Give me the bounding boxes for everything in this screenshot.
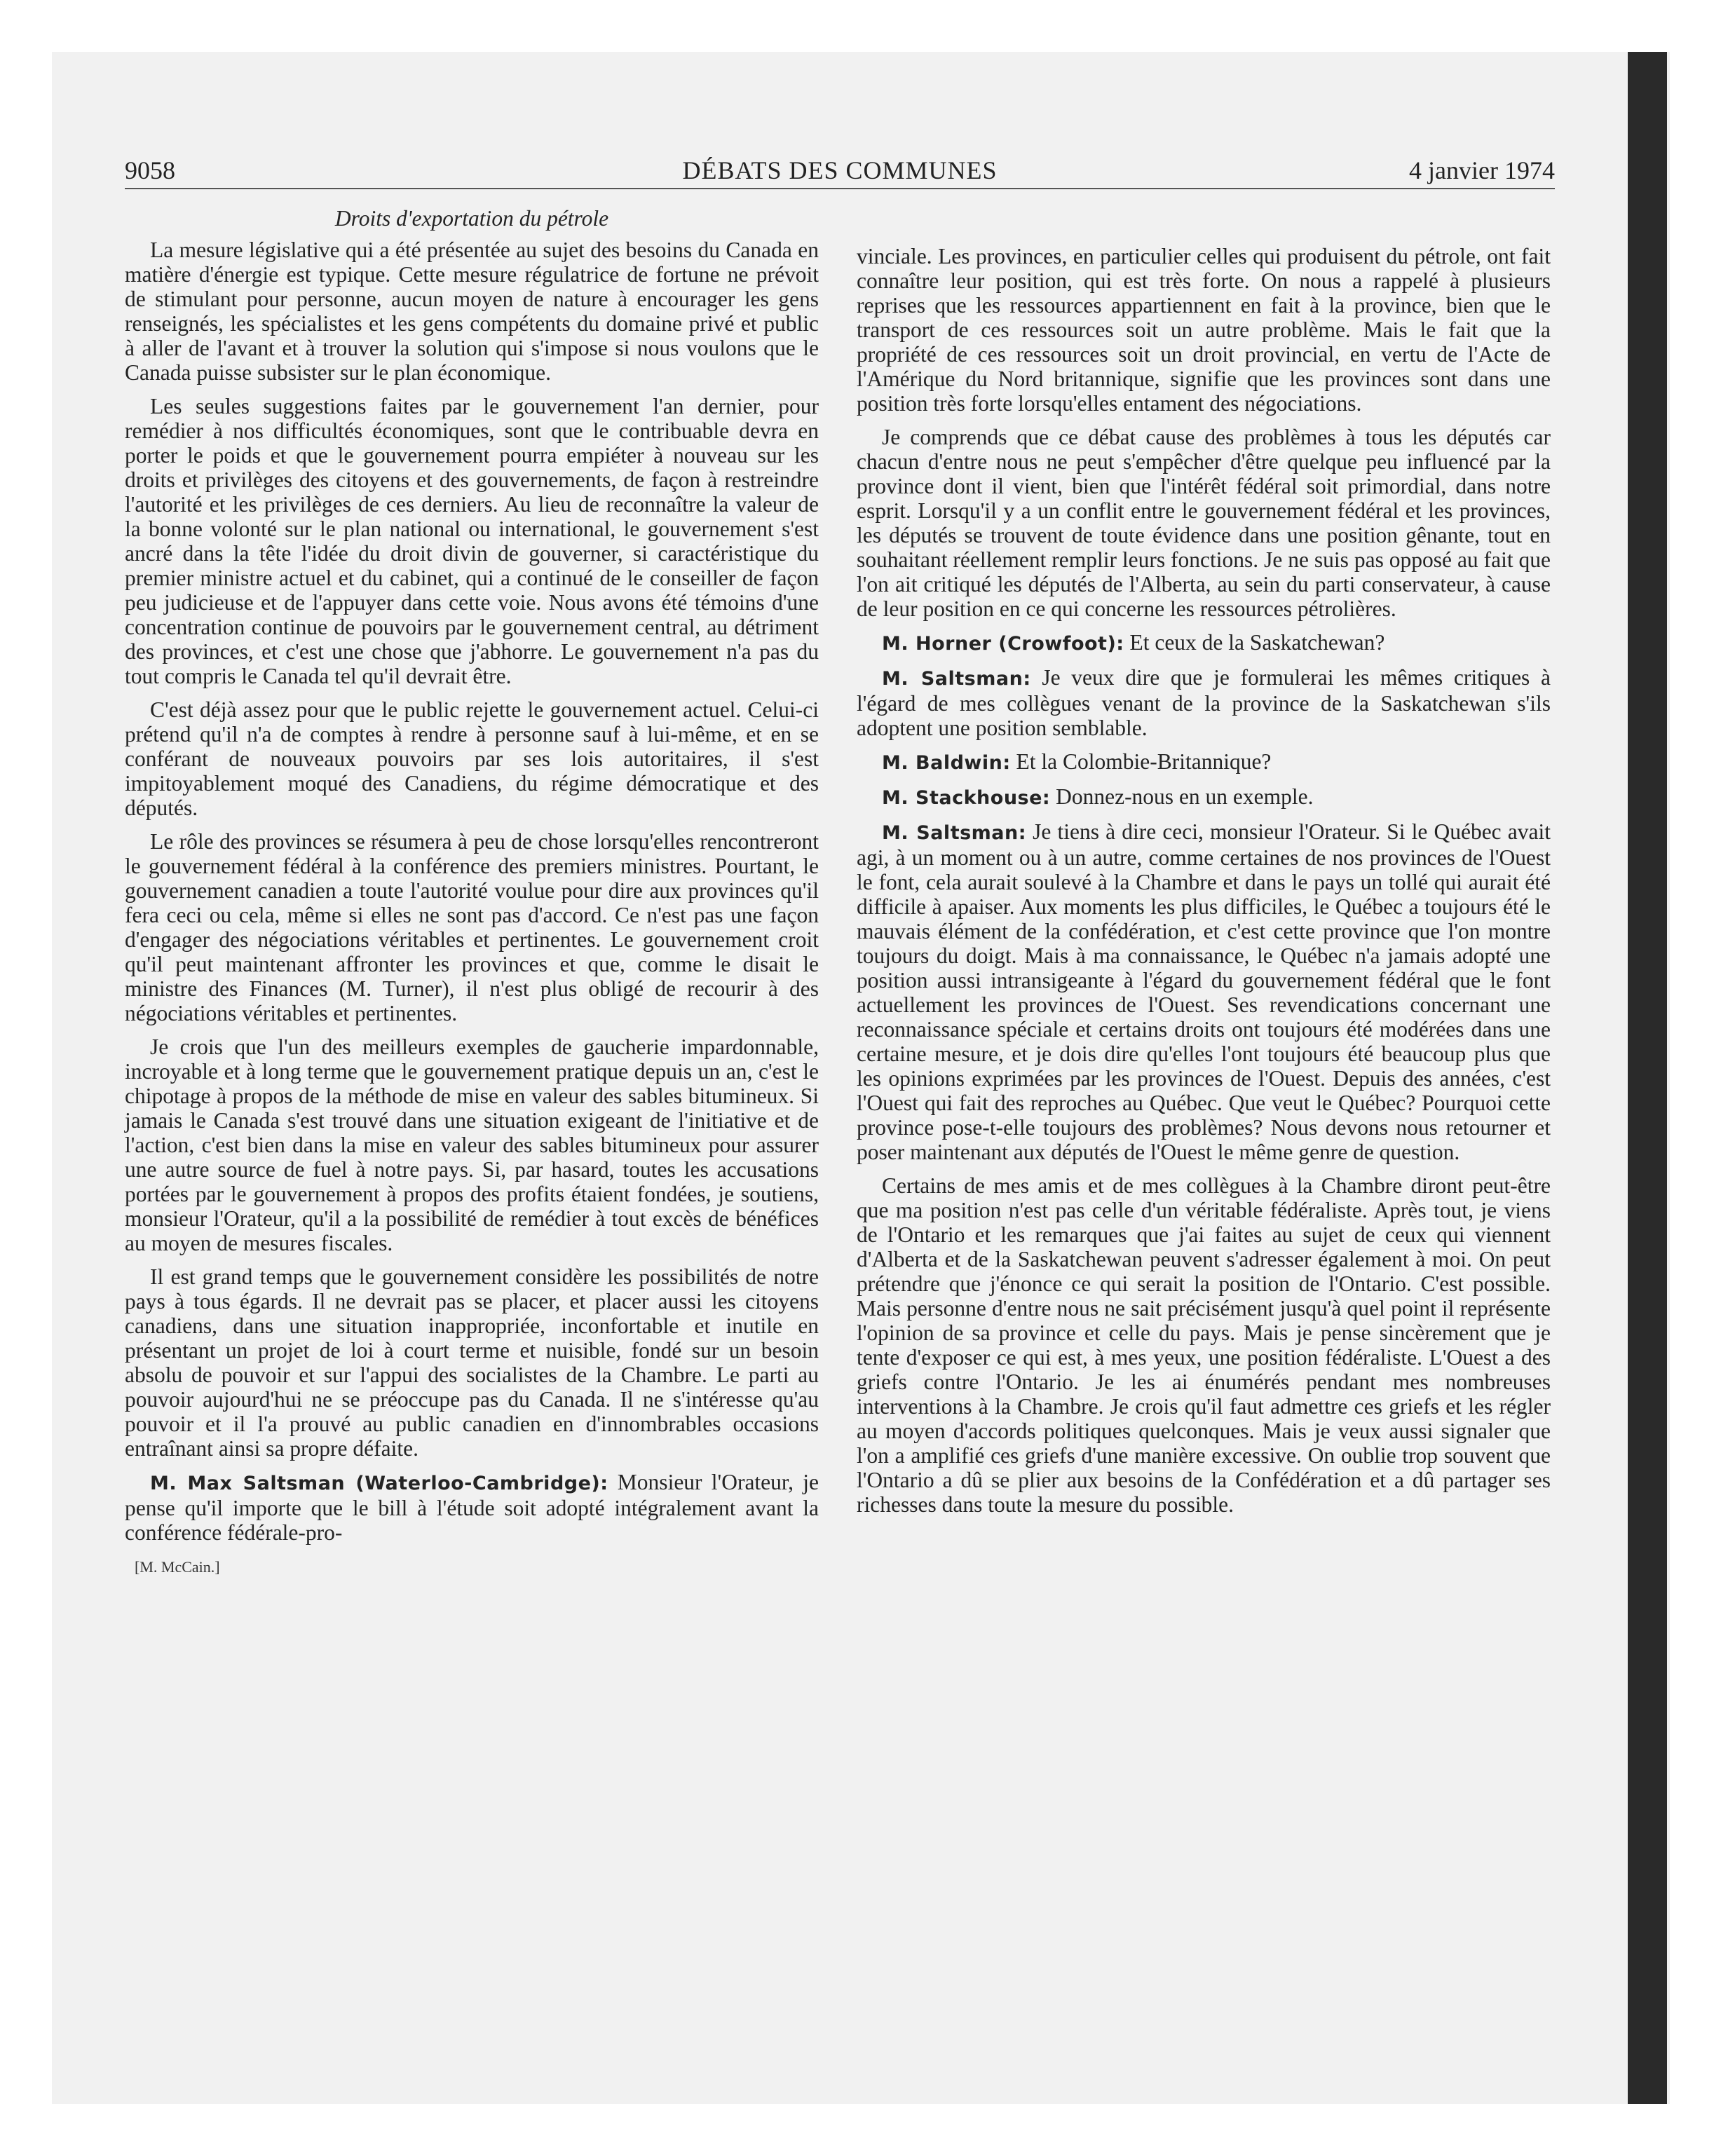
speaker-name: M. Stackhouse: [882, 787, 1051, 809]
publication-title: DÉBATS DES COMMUNES [682, 156, 998, 184]
speaker-name: M. Saltsman: [882, 668, 1031, 690]
speech-text: Et ceux de la Saskatchewan? [1129, 630, 1385, 655]
paragraph: Les seules suggestions faites par le gouvernement l'an dernier, pour remédier à nos difficultés économiques, sont que le contribuable devra en porter le poids et que le gouvernement pourra empiéter à nouveau sur les droits et privilèges des citoyens et des gouvernements, de façon à restreindre l'autorité et les privilèges de ces derniers. Au lieu de reconnaître la valeur de la bonne volonté sur le plan national ou international, le gouvernement s'est ancré dans la tête l'idée du droit divin de gouverner, si caractéristique du premier ministre actuel et du cabinet, qui a continué de le conseiller de façon peu judicieuse et de l'appuyer dans cette voie. Nous avons été témoins d'une concentration continue de pouvoirs par le gouvernement central, au détriment des provinces, et c'est une chose que j'abhorre. Le gouvernement n'a pas du tout compris le Canada tel qu'il devrait être. [125, 394, 819, 688]
speaker-name: M. Horner (Crowfoot): [882, 633, 1124, 655]
publication-date: 4 janvier 1974 [1409, 156, 1555, 184]
page-header [125, 157, 1555, 189]
speaker-name: M. Saltsman: [882, 822, 1027, 844]
speech-paragraph [857, 630, 1551, 656]
scan-edge-bar [1628, 52, 1667, 2104]
footnote-attribution: [M. McCain.] [135, 1558, 220, 1576]
paragraph: Le rôle des provinces se résumera à peu de chose lorsqu'elles rencontreront le gouvernement fédéral à la conférence des premiers ministres. Pourtant, le gouvernement canadien a toute l'autorité voulue pour dire aux provinces qu'il fera ceci ou cela, même si elles ne sont pas d'accord. Ce n'est pas une façon d'engager des négociations véritables et pertinentes. Le gouvernement croit qu'il peut maintenant affronter les provinces et que, comme le disait le ministre des Finances (M. Turner), il n'est plus obligé de recourir à des négociations véritables et pertinentes. [125, 829, 819, 1025]
section-heading: Droits d'exportation du pétrole [334, 206, 609, 231]
right-column [857, 244, 1551, 1526]
paragraph: Il est grand temps que le gouvernement considère les possibilités de notre pays à tous égards. Il ne devrait pas se placer, et placer aussi les citoyens canadiens, dans une situation inappropriée, inconfortable et inutile en présentant un projet de loi à court terme et nuisible, fondé sur un besoin absolu de pouvoir et sur l'appui des socialistes de la Chambre. Le parti au pouvoir aujourd'hui ne se préoccupe pas du Canada. Il ne s'intéresse qu'au pouvoir et il l'a prouvé au public canadien en d'innombrables occasions entraînant ainsi sa propre défaite. [125, 1264, 819, 1461]
speech-text: Et la Colombie-Britannique? [1016, 749, 1272, 774]
paragraph: Certains de mes amis et de mes collègues à la Chambre diront peut-être que ma position n'est pas celle d'un véritable fédéraliste. Après tout, je viens de l'Ontario et les remarques que j'ai faites au sujet de ceux qui viennent d'Alberta et de la Saskatchewan peuvent s'adresser également à moi. On peut prétendre que j'énonce ce qui serait la position de l'Ontario. C'est possible. Mais personne d'entre nous ne sait précisément jusqu'à quel point il représente l'opinion de sa province et celle du pays. Mais je pense sincèrement que je tente d'exposer ce qui est, à mes yeux, une position fédéraliste. L'Ouest a des griefs contre l'Ontario. Je les ai énumérés pendant mes nombreuses interventions à la Chambre. Je crois qu'il faut admettre ces griefs et les régler au moyen d'accords politiques quelconques. Mais je veux aussi signaler que l'on a amplifié ces griefs d'une manière excessive. On oublie trop souvent que l'Ontario a dû se plier aux besoins de la Confédération et a dû partager ses richesses dans toute la mesure du possible. [857, 1173, 1551, 1517]
paragraph: La mesure législative qui a été présentée au sujet des besoins du Canada en matière d'énergie est typique. Cette mesure régulatrice de fortune ne prévoit de stimulant pour personne, aucun moyen de nature à encourager les gens renseignés, les spécialistes et les gens compétents du domaine privé et public à aller de l'avant et à trouver la solution qui s'impose si nous voulons que le Canada puisse subsister sur le plan économique. [125, 238, 819, 385]
paragraph: C'est déjà assez pour que le public rejette le gouvernement actuel. Celui-ci prétend qu'il n'a de comptes à rendre à personne sauf à lui-même, et en se conférant de nouveaux pouvoirs par ses lois autoritaires, il s'est impitoyablement moqué des Canadiens, du régime démocratique et des députés. [125, 697, 819, 820]
speech-paragraph [857, 665, 1551, 740]
paragraph: Je comprends que ce débat cause des problèmes à tous les députés car chacun d'entre nous ne peut s'empêcher d'être quelque peu influencé par la province dont il vient, bien que l'intérêt fédéral soit primordial, dans notre esprit. Lorsqu'il y a un conflit entre le gouvernement fédéral et les provinces, les députés se trouvent de toute évidence dans une position gênante, tout en souhaitant réellement remplir leurs fonctions. Je ne suis pas opposé au fait que l'on ait critiqué les députés de l'Alberta, au sein du parti conservateur, à cause de leur position en ce qui concerne les ressources pétrolières. [857, 425, 1551, 621]
speaker-name: M. Baldwin: [882, 752, 1011, 774]
speaker-name: M. Max Saltsman (Waterloo-Cambridge): [150, 1473, 608, 1494]
speech-paragraph [125, 1470, 819, 1545]
paragraph-continuation: vinciale. Les provinces, en particulier celles qui produisent du pétrole, ont fait connaître leur position, qui est très forte. On nous a rappelé à plusieurs reprises que les ressources appartiennent en fait à la province, bien que le transport de ces ressources soit un autre problème. Mais le fait que la propriété de ces ressources soit un droit provincial, en vertu de l'Acte de l'Amérique du Nord britannique, signifie que les provinces sont dans une position très forte lorsqu'elles entament des négociations. [857, 244, 1551, 416]
speech-paragraph [857, 784, 1551, 810]
speech-text: Donnez-nous en un exemple. [1056, 784, 1314, 809]
speech-paragraph [857, 819, 1551, 1164]
paragraph: Je crois que l'un des meilleurs exemples de gaucherie impardonnable, incroyable et à long terme que le gouvernement pratique depuis un an, c'est le chipotage à propos de la méthode de mise en valeur des sables bitumineux. Si jamais le Canada s'est trouvé dans une situation exigeant de l'initiative et de l'action, c'est bien dans la mise en valeur des sables bitumineux pour assurer une autre source de fuel à notre pays. Si, par hasard, toutes les accusations portées par le gouvernement à propos des profits étaient fondées, je soutiens, monsieur l'Orateur, qu'il a la possibilité de remédier à tout excès de bénéfices au moyen de mesures fiscales. [125, 1035, 819, 1255]
speech-text: Monsieur l'Orateur, je pense qu'il importe que le bill à l'étude soit adopté intégralement avant la conférence fédérale-pro- [125, 1470, 819, 1545]
page-number: 9058 [125, 156, 175, 184]
left-column [125, 206, 819, 1579]
speech-text: Je tiens à dire ceci, monsieur l'Orateur. Si le Québec avait agi, à un moment ou à un autre, comme certaines de nos provinces de l'Ouest le font, cela aurait soulevé à la Chambre et dans le pays un tollé qui aurait été difficile à apaiser. Aux moments les plus difficiles, le Québec a toujours été le mauvais élément de la confédération, et c'est cette province que l'on montre toujours du doigt. Mais à ma connaissance, le Québec n'a jamais adopté une position aussi intransigeante à l'égard du gouvernement fédéral que le font actuellement les provinces de l'Ouest. Ses revendications concernant une reconnaissance spéciale et certains droits ont toujours été modérées dans une certaine mesure, et je dois dire qu'elles l'ont toujours été beaucoup plus que les opinions exprimées par les provinces de l'Ouest. Depuis des années, c'est l'Ouest qui fait des reproches au Québec. Que veut le Québec? Pourquoi cette province pose-t-elle toujours des problèmes? Nous devons nous retourner et poser maintenant aux députés de l'Ouest le même genre de question. [857, 819, 1551, 1164]
speech-paragraph [857, 749, 1551, 775]
speech-text: Je veux dire que je formulerai les mêmes critiques à l'égard de mes collègues venant de la province de la Saskatchewan s'ils adoptent une position semblable. [857, 665, 1551, 740]
